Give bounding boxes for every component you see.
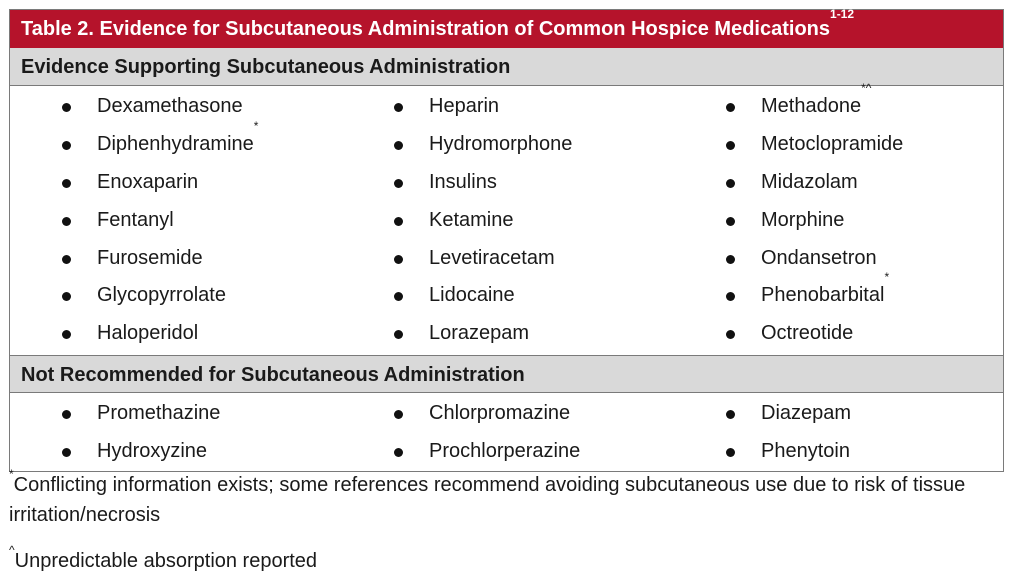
bullet-icon bbox=[394, 179, 403, 188]
medication-name: Midazolam bbox=[761, 170, 858, 193]
bullet-icon bbox=[394, 141, 403, 150]
bullet-icon bbox=[726, 179, 735, 188]
list-item bbox=[674, 315, 1005, 353]
medication-name: Prochlorperazine bbox=[429, 440, 581, 463]
medication-name: Promethazine bbox=[97, 402, 221, 425]
medication-name: Dexamethasone bbox=[97, 95, 243, 117]
footnote-text: Conflicting information exists; some references recommend avoiding subcutaneous use due to risk of tissue irritation/necrosis bbox=[9, 474, 966, 526]
bullet-icon bbox=[394, 217, 403, 226]
medication-name: Lidocaine bbox=[429, 284, 515, 307]
list-item bbox=[674, 164, 1005, 202]
footnote-absorption bbox=[9, 543, 1009, 576]
bullet-icon bbox=[726, 448, 735, 457]
list-item bbox=[342, 202, 674, 240]
list-item bbox=[674, 202, 1005, 240]
list-item bbox=[10, 88, 342, 126]
section-heading-supporting: Evidence Supporting Subcutaneous Administration bbox=[10, 48, 1003, 86]
medication-name: Haloperidol bbox=[97, 322, 199, 345]
bullet-icon bbox=[726, 141, 735, 150]
footnotes bbox=[9, 467, 1009, 576]
list-item bbox=[674, 126, 1005, 164]
medication-name: Furosemide bbox=[97, 246, 203, 269]
section-heading-not-recommended: Not Recommended for Subcutaneous Administration bbox=[10, 355, 1003, 393]
medication-name: Enoxaparin bbox=[97, 170, 199, 193]
bullet-icon bbox=[394, 330, 403, 339]
footnote-marker: * bbox=[253, 118, 259, 133]
list-item bbox=[10, 433, 342, 471]
medication-name: Phenytoin bbox=[761, 440, 850, 463]
bullet-icon bbox=[62, 330, 71, 339]
bullet-icon bbox=[62, 179, 71, 188]
list-item bbox=[674, 81, 1005, 126]
list-item bbox=[342, 240, 674, 278]
list-item bbox=[342, 395, 674, 433]
list-item bbox=[10, 118, 342, 164]
bullet-icon bbox=[726, 217, 735, 226]
bullet-icon bbox=[394, 410, 403, 419]
bullet-icon bbox=[62, 448, 71, 457]
list-item bbox=[10, 164, 342, 202]
bullet-icon bbox=[62, 255, 71, 264]
footnote-mark: * bbox=[9, 467, 14, 481]
medication-name: Ketamine bbox=[429, 208, 514, 231]
medication-name: Glycopyrrolate bbox=[97, 284, 226, 307]
medication-name: Insulins bbox=[429, 170, 497, 193]
table-title bbox=[10, 7, 1003, 48]
list-item bbox=[674, 240, 1005, 278]
medication-name: Hydroxyzine bbox=[97, 440, 208, 463]
medication-name: Diphenhydramine bbox=[97, 132, 254, 155]
table-title-text: Table 2. Evidence for Subcutaneous Administration of Common Hospice Medications bbox=[21, 18, 831, 40]
list-item bbox=[10, 240, 342, 278]
supporting-medications-list bbox=[10, 81, 1003, 355]
medication-name: Lorazepam bbox=[429, 322, 530, 345]
bullet-icon bbox=[726, 330, 735, 339]
medication-name: Octreotide bbox=[761, 322, 854, 345]
footnote-marker: *^ bbox=[861, 81, 872, 95]
bullet-icon bbox=[62, 103, 71, 112]
medication-name: Levetiracetam bbox=[429, 246, 555, 269]
list-item bbox=[10, 315, 342, 353]
bullet-icon bbox=[726, 103, 735, 112]
bullet-icon bbox=[394, 255, 403, 264]
bullet-icon bbox=[394, 448, 403, 457]
table-title-references: 1-12 bbox=[830, 7, 855, 21]
not-recommended-medications-list bbox=[10, 393, 1003, 471]
medication-name: Morphine bbox=[761, 208, 845, 231]
list-item bbox=[342, 315, 674, 353]
list-item bbox=[10, 277, 342, 315]
list-item bbox=[342, 277, 674, 315]
bullet-icon bbox=[62, 217, 71, 226]
bullet-icon bbox=[726, 255, 735, 264]
bullet-icon bbox=[62, 292, 71, 301]
medication-name: Diazepam bbox=[761, 402, 852, 425]
list-item bbox=[674, 270, 1005, 315]
medication-name: Fentanyl bbox=[97, 208, 174, 231]
medication-table bbox=[9, 9, 1004, 472]
bullet-icon bbox=[62, 410, 71, 419]
bullet-icon bbox=[394, 292, 403, 301]
medication-name: Chlorpromazine bbox=[429, 402, 571, 425]
bullet-icon bbox=[394, 103, 403, 112]
list-item bbox=[10, 202, 342, 240]
list-item bbox=[342, 88, 674, 126]
medication-name: Metoclopramide bbox=[761, 132, 904, 155]
medication-name: Phenobarbital bbox=[761, 284, 885, 307]
list-item bbox=[342, 126, 674, 164]
medication-name: Heparin bbox=[429, 95, 500, 117]
medication-name: Hydromorphone bbox=[429, 132, 573, 155]
bullet-icon bbox=[62, 141, 71, 150]
medication-name: Methadone bbox=[761, 95, 862, 117]
list-item bbox=[342, 433, 674, 471]
footnote-mark: ^ bbox=[9, 543, 15, 557]
footnote-marker: * bbox=[884, 270, 890, 285]
bullet-icon bbox=[726, 292, 735, 301]
bullet-icon bbox=[726, 410, 735, 419]
list-item bbox=[342, 164, 674, 202]
footnote-conflicting bbox=[9, 467, 1009, 530]
list-item bbox=[10, 395, 342, 433]
medication-name: Ondansetron bbox=[761, 246, 877, 269]
list-item bbox=[674, 395, 1005, 433]
list-item bbox=[674, 433, 1005, 471]
footnote-text: Unpredictable absorption reported bbox=[14, 550, 318, 572]
